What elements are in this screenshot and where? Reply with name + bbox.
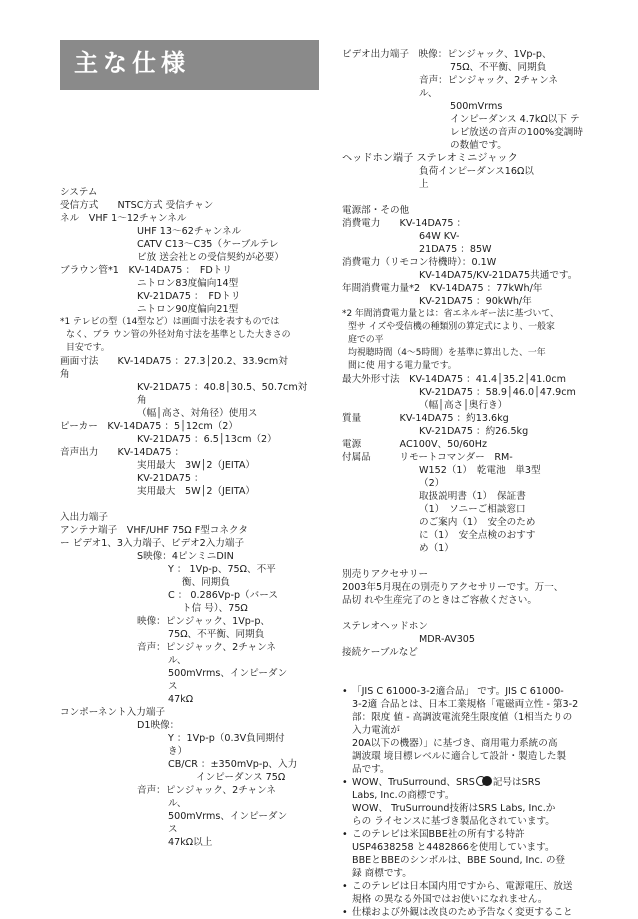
spec-line: ル、	[168, 655, 187, 666]
note-line: • 仕様および外観は改良のため予告なく変更すること	[352, 907, 573, 918]
spec-line: なく、ブラ ウン管の外径対角寸法を基準とした大きさの	[66, 330, 291, 340]
spec-line: Y ： 1Vp-p、75Ω、不平	[168, 564, 276, 575]
spec-line: ニトロン83度偏向14型	[137, 278, 239, 289]
spec-line: （幅│高さ│奥行き）	[419, 400, 508, 411]
note-line: • 「JIS C 61000-3-2適合品」 です。JIS C 61000-	[352, 686, 564, 697]
spacer	[342, 555, 604, 568]
spec-line: MDR-AV305	[419, 634, 476, 645]
spec-line: 実用最大 5W│2（JEITA）	[137, 486, 256, 497]
spec-line: 47kΩ以上	[168, 837, 213, 848]
spec-line: 角	[60, 369, 70, 380]
spec-line: （2）	[419, 478, 445, 489]
note-line	[352, 776, 604, 789]
spec-line: KV-21DA75 ： FDトリ	[137, 291, 241, 302]
spacer	[342, 607, 604, 620]
spec-line: ト信 号）、75Ω	[182, 603, 248, 614]
spec-line: （1） ソニーご相談窓口	[419, 504, 526, 515]
note-item-srs	[342, 776, 604, 828]
spec-line: 庭での平	[348, 335, 384, 345]
spec-line: 音声出力 KV-14DA75 ：	[60, 447, 185, 458]
spec-rows-right	[342, 48, 604, 659]
spec-line: KV-21DA75 ：40.8│30.5、50.7cm対	[137, 382, 308, 393]
spec-line: Y ：1Vp-p（0.3V負同期付	[168, 733, 285, 744]
spec-line: C ： 0.286Vp-p（バース	[168, 590, 278, 601]
spec-line: 21DA75 ：85W	[419, 244, 492, 255]
spec-line: コンポーネント入力端子	[60, 707, 166, 718]
note-line: Labs, Inc.の商標です。	[352, 790, 455, 801]
spec-line: 音声：ピンジャック、2チャンネ	[419, 75, 559, 86]
spec-line: KV-21DA75 ：6.5│13cm（2）	[137, 434, 277, 445]
spec-line: ル、	[168, 798, 187, 809]
spacer	[342, 191, 604, 204]
note-line: 3-2適 合品とは、日本工業規格「電磁両立性 - 第3-2	[352, 699, 579, 710]
spec-line: CATV C13～C35（ケーブルテレ	[137, 239, 279, 250]
page-title: 主な仕様	[74, 49, 190, 77]
spec-line: 電源部・その他	[342, 205, 410, 216]
spec-line: 消費電力（リモコン待機時）：0.1W	[342, 257, 497, 268]
note-line: 規格 の異なる外国ではお使いになれません。	[352, 894, 548, 905]
note-line: • このテレビは日本国内用ですから、電源電圧、放送	[352, 881, 573, 892]
spec-line: 最大外形寸法 KV-14DA75 ：41.4│35.2│41.0cm	[342, 374, 567, 385]
spec-line: 品切 れや生産完了のときはご容赦ください。	[342, 595, 537, 606]
note-item-jis	[342, 685, 604, 776]
spec-line: 64W KV-	[419, 231, 460, 242]
note-item-domestic	[342, 880, 604, 906]
spec-line: 目安です。	[66, 343, 110, 353]
spec-line: 入出力端子	[60, 512, 108, 523]
spec-line: 映像：ピンジャック、1Vp-p、	[137, 616, 271, 627]
spec-column-left	[60, 186, 328, 849]
spec-line: S映像：4ピンミニDIN	[137, 551, 234, 562]
spec-line: に（1） 安全点検のおすす	[419, 530, 536, 541]
spec-line: レビ放送の音声の100%変調時	[450, 127, 583, 138]
spec-line: 取扱説明書（1） 保証書	[419, 491, 526, 502]
note-line: USP4638258 と4482866を使用しています。	[352, 842, 555, 853]
note-line: 20A以下の機器）」に基づき、商用電力系統の高	[352, 738, 558, 749]
spec-line: インピーダンス 75Ω	[196, 772, 286, 783]
note-line: 調波環 境目標レベルに適合して設計・製造した製	[352, 751, 567, 762]
spec-line: ビデオ出力端子 映像：ピンジャック、1Vp-p、	[342, 49, 552, 60]
note-line: らの ライセンスに基づき製品化されています。	[352, 816, 555, 827]
spec-line: アンテナ端子 VHF/UHF 75Ω F型コネクタ	[60, 525, 248, 536]
spec-line: き）	[168, 746, 188, 757]
spec-line: 均視聴時間（4～5時間）を基準に算出した、一年	[348, 348, 546, 358]
spec-line: ス	[168, 824, 178, 835]
spec-line: 電源 AC100V、50/60Hz	[342, 439, 488, 450]
spec-line: *2 年間消費電力量とは：省エネルギー法に基づいて、	[342, 309, 559, 319]
spec-line: KV-21DA75 ：約26.5kg	[419, 426, 529, 437]
spec-line: KV-21DA75 ：	[137, 473, 204, 484]
spec-line: 47kΩ	[168, 694, 194, 705]
spec-line: KV-14DA75/KV-21DA75共通です。	[419, 270, 578, 281]
note-text: WOW、TruSurround、SRS	[352, 777, 475, 788]
spec-line: ー ビデオ1、3入力端子、ビデオ2入力端子	[60, 538, 245, 549]
spec-line: W152（1） 乾電池 単3型	[419, 465, 541, 476]
spec-line: の数値です。	[450, 140, 507, 151]
section-banner	[60, 40, 319, 90]
note-line: 部：限度 値 - 高調波電流発生限度値（1相当たりの	[352, 712, 573, 723]
spec-line: UHF 13～62チャンネル	[137, 226, 242, 237]
spec-line: 接続ケーブルなど	[342, 647, 418, 658]
spec-line: 500mVrms、インピーダン	[168, 668, 288, 679]
spec-line: ピーカー KV-14DA75 ：5│12cm（2）	[60, 421, 238, 432]
spec-line: CB/CR ：±350mVp-p、入力	[168, 759, 298, 770]
note-line: 入力電流が	[352, 725, 400, 736]
spec-line: 音声：ピンジャック、2チャンネ	[137, 785, 277, 796]
spec-line: ブラウン管*1 KV-14DA75 ： FDトリ	[60, 265, 232, 276]
spec-line: ステレオヘッドホン	[342, 621, 428, 632]
spec-line: システム	[60, 187, 98, 198]
spec-line: ル、	[419, 88, 438, 99]
spec-line: 負荷インピーダンス16Ω以	[419, 166, 534, 177]
note-text: 記号はSRS	[492, 777, 541, 788]
note-line: BBEとBBEのシンボルは、BBE Sound, Inc. の登	[352, 855, 566, 866]
spacer	[342, 659, 604, 672]
spec-line: 500mVrms	[450, 101, 503, 112]
spec-line: 上	[419, 179, 429, 190]
spec-line: ネル VHF 1～12チャンネル	[60, 213, 187, 224]
spec-line: ス	[168, 681, 178, 692]
spec-line: 間に使 用する電力量です。	[348, 361, 457, 371]
spec-line: 消費電力 KV-14DA75 ：	[342, 218, 467, 229]
notes-list	[342, 685, 604, 919]
spec-line: 角	[137, 395, 147, 406]
spec-line: 年間消費電力量*2 KV-14DA75 ：77kWh/年	[342, 283, 543, 294]
spacer	[60, 498, 328, 511]
spec-line: KV-21DA75 ：58.9│46.0│47.9cm	[419, 387, 576, 398]
spec-line: 質量 KV-14DA75 ：約13.6kg	[342, 413, 509, 424]
spec-line: 衡、同期負	[182, 577, 230, 588]
spec-line: のご案内（1） 安全のため	[419, 517, 536, 528]
spec-line: ニトロン90度偏向21型	[137, 304, 239, 315]
srs-logo-icon	[476, 776, 492, 786]
spec-line: め（1）	[419, 543, 454, 554]
spacer	[342, 672, 604, 685]
spec-line: 音声：ピンジャック、2チャンネ	[137, 642, 277, 653]
spec-line: インピーダンス 4.7kΩ以下 テ	[450, 114, 580, 125]
spec-line: D1映像：	[137, 720, 180, 731]
spec-line: 型サ イズや受信機の種類別の算定式により、一般家	[348, 322, 555, 332]
spec-column-right	[342, 48, 604, 919]
note-line: • このテレビは米国BBE社の所有する特許	[352, 829, 525, 840]
spec-line: 75Ω、不平衡、同期負	[168, 629, 265, 640]
spec-line: 2003年5月現在の別売りアクセサリーです。万一、	[342, 582, 564, 593]
note-item-changes	[342, 906, 604, 919]
note-line: 録 商標です。	[352, 868, 412, 879]
spec-line: （幅│高さ、対角径）使用ス	[137, 408, 258, 419]
spec-line: 画面寸法 KV-14DA75 ：27.3│20.2、33.9cm対	[60, 356, 288, 367]
spec-line: 受信方式 NTSC方式 受信チャン	[60, 200, 214, 211]
spec-line: ビ放 送会社との受信契約が必要）	[137, 252, 284, 263]
note-line: 品です。	[352, 764, 390, 775]
note-item-bbe	[342, 828, 604, 880]
spec-line: 実用最大 3W│2（JEITA）	[137, 460, 256, 471]
note-line: WOW、 TruSurround技術はSRS Labs, Inc.か	[352, 803, 556, 814]
spec-line: 別売りアクセサリー	[342, 569, 429, 580]
spec-line: *1 テレビの型（14型など）は画面寸法を表すものでは	[60, 317, 280, 327]
spec-line: KV-21DA75 ：90kWh/年	[419, 296, 532, 307]
spec-line: 500mVrms、インピーダン	[168, 811, 288, 822]
spec-line: ヘッドホン端子 ステレオミニジャック	[342, 153, 518, 164]
spec-line: 75Ω、不平衡、同期負	[450, 62, 547, 73]
spec-line: 付属品 リモートコマンダー RM-	[342, 452, 513, 463]
